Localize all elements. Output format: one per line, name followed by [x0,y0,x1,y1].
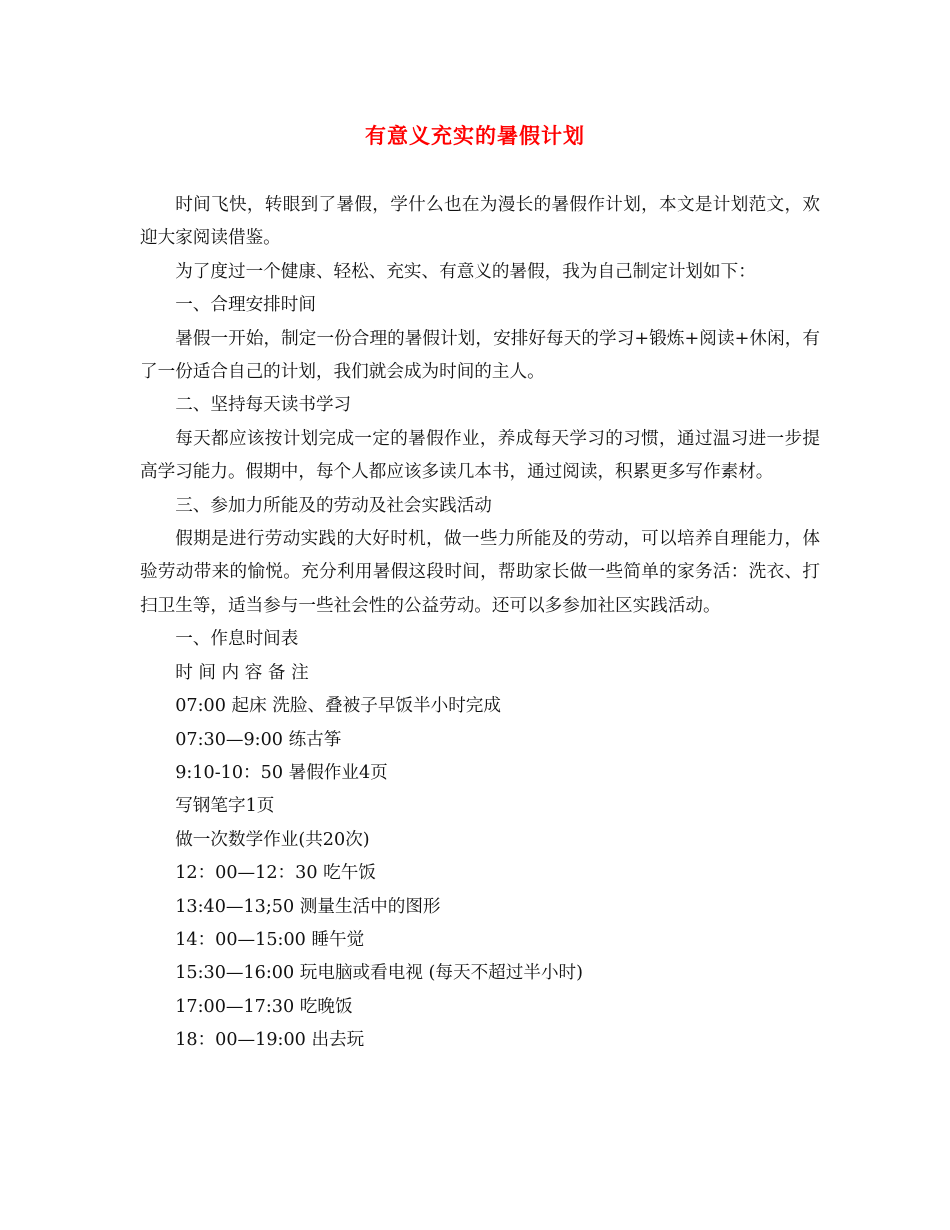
schedule-row: 07:00 起床 洗脸、叠被子早饭半小时完成 [175,696,501,717]
schedule-row: 17:00—17:30 吃晚饭 [175,996,353,1017]
paragraph-reading: 每天都应该按计划完成一定的暑假作业，养成每天学习的习惯，通过温习进一步提高学习能力。假期中，每个人都应该多读几本书，通过阅读，积累更多写作素材。 [140,428,820,483]
paragraph-intro: 时间飞快，转眼到了暑假，学什么也在为漫长的暑假作计划，本文是计划范文，欢迎大家阅读借鉴。 [140,195,820,249]
schedule-row: 07:30—9:00 练古筝 [175,729,342,750]
schedule-row: 18：00—19:00 出去玩 [175,1030,365,1051]
schedule-row: 做一次数学作业(共20次) [175,829,370,850]
section-heading-labor: 三、参加力所能及的劳动及社会实践活动 [175,495,492,516]
schedule-row: 写钢笔字1页 [175,796,275,817]
section-heading-time: 一、合理安排时间 [175,295,316,316]
paragraph-labor: 假期是进行劳动实践的大好时机，做一些力所能及的劳动，可以培养自理能力，体验劳动带来的愉悦。充分利用暑假这段时间，帮助家长做一些简单的家务活：洗衣、打扫卫生等，适当参与一些社会性的公益劳动。还可以多参加社区实践活动。 [140,529,820,616]
paragraph-time: 暑假一开始，制定一份合理的暑假计划，安排好每天的学习+锻炼+阅读+休闲，有了一份适合自己的计划，我们就会成为时间的主人。 [140,328,820,383]
schedule-row: 9:10-10：50 暑假作业4页 [175,762,388,783]
section-heading-reading: 二、坚持每天读书学习 [175,395,352,416]
schedule-row: 13:40—13;50 测量生活中的图形 [175,896,441,917]
section-heading-schedule: 一、作息时间表 [175,629,299,650]
paragraph-plan-lead: 为了度过一个健康、轻松、充实、有意义的暑假，我为自己制定计划如下： [175,261,756,282]
document-title: 有意义充实的暑假计划 [365,123,585,148]
schedule-header-row: 时 间 内 容 备 注 [175,662,309,683]
document-body [140,189,820,1058]
schedule-row: 14：00—15:00 睡午觉 [175,929,365,950]
schedule-row: 15:30—16:00 玩电脑或看电视 (每天不超过半小时) [175,963,584,984]
schedule-row: 12：00—12：30 吃午饭 [175,863,376,884]
